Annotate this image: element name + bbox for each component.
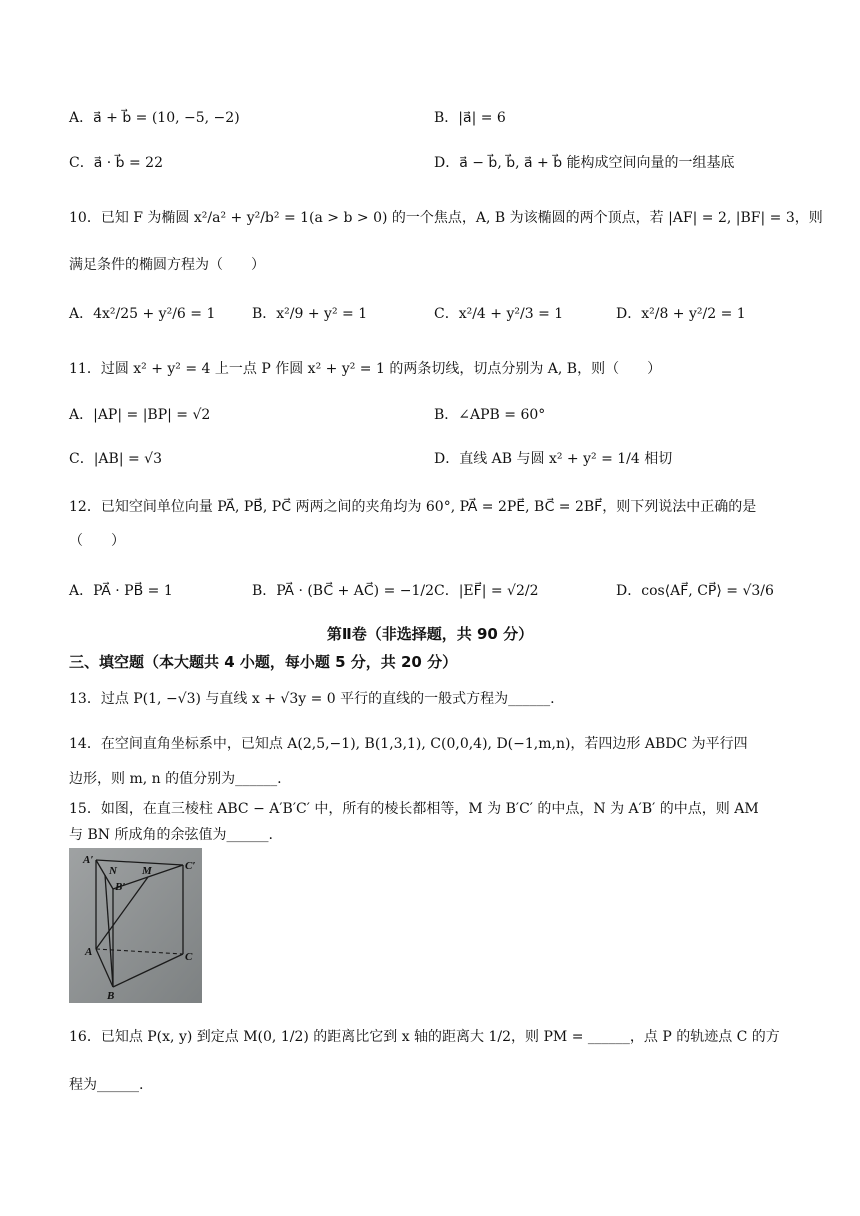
q11-option-d: D．直线 AB 与圆 x² + y² = 1/4 相切 [434,451,673,467]
q12-option-b: B．PA⃗ · (BC⃗ + AC⃗) = −1/2 [252,583,435,599]
q11-stem: 11．过圆 x² + y² = 4 上一点 P 作圆 x² + y² = 1 的两条切线，切点分别为 A, B，则（ ） [69,361,662,377]
q12-option-a: A．PA⃗ · PB⃗ = 1 [69,583,173,599]
q10-stem-cont: 满足条件的椭圆方程为（ ） [69,257,265,273]
label-m: M [142,865,152,877]
section-title: 第Ⅱ卷（非选择题，共 90 分） [326,625,534,643]
q14-stem-cont: 边形，则 m, n 的值分别为______. [69,771,282,787]
q9-option-a: A．a⃗ + b⃗ = (10, −5, −2) [69,110,240,126]
q12-option-c: C．|EF⃗| = √2/2 [434,583,539,599]
label-a-prime: A′ [83,854,94,866]
label-b-prime: B′ [115,881,126,893]
section-heading: 三、填空题（本大题共 4 小题，每小题 5 分，共 20 分） [69,653,458,671]
label-b: B [107,990,115,1002]
q12-stem: 12．已知空间单位向量 PA⃗, PB⃗, PC⃗ 两两之间的夹角均为 60°, PA⃗ = 2PE⃗, BC⃗ = 2BF⃗，则下列说法中正确的是 [69,499,757,515]
q16-stem: 16．已知点 P(x, y) 到定点 M(0, 1/2) 的距离比它到 x 轴的距离大 1/2，则 PM = ______，点 P 的轨迹点 C 的方 [69,1029,780,1045]
q15-stem: 15．如图，在直三棱柱 ABC − A′B′C′ 中，所有的棱长都相等，M 为 B′C′ 的中点，N 为 A′B′ 的中点，则 AM [69,801,759,817]
q9-option-d: D．a⃗ − b⃗, b⃗, a⃗ + b⃗ 能构成空间向量的一组基底 [434,155,735,171]
prism-diagram [69,848,202,1003]
q16-stem-cont: 程为______. [69,1077,144,1093]
q11-option-c: C．|AB| = √3 [69,451,163,467]
q12-option-d: D．cos⟨AF⃗, CP⃗⟩ = √3/6 [616,583,774,599]
q11-option-a: A．|AP| = |BP| = √2 [69,407,211,423]
q9-option-c: C．a⃗ · b⃗ = 22 [69,155,163,171]
label-a: A [85,946,93,958]
q15-stem-cont: 与 BN 所成角的余弦值为______. [69,827,273,843]
q10-option-c: C．x²/4 + y²/3 = 1 [434,306,564,322]
q10-stem: 10．已知 F 为椭圆 x²/a² + y²/b² = 1(a > b > 0) 的一个焦点，A, B 为该椭圆的两个顶点，若 |AF| = 2, |BF| = 3，则 [69,210,823,226]
label-c-prime: C′ [185,860,196,872]
label-c: C [185,951,193,963]
q13-stem: 13．过点 P(1, −√3) 与直线 x + √3y = 0 平行的直线的一般式方程为______. [69,691,555,707]
label-n: N [109,865,117,877]
q10-option-a: A．4x²/25 + y²/6 = 1 [69,306,216,322]
q11-option-b: B．∠APB = 60° [434,407,546,423]
q10-option-d: D．x²/8 + y²/2 = 1 [616,306,746,322]
q14-stem: 14．在空间直角坐标系中，已知点 A(2,5,−1), B(1,3,1), C(0,0,4), D(−1,m,n)，若四边形 ABDC 为平行四 [69,736,748,752]
prism-figure [69,848,202,1003]
q12-stem-cont: （ ） [69,533,125,549]
q10-option-b: B．x²/9 + y² = 1 [252,306,368,322]
q9-option-b: B．|a⃗| = 6 [434,110,506,126]
